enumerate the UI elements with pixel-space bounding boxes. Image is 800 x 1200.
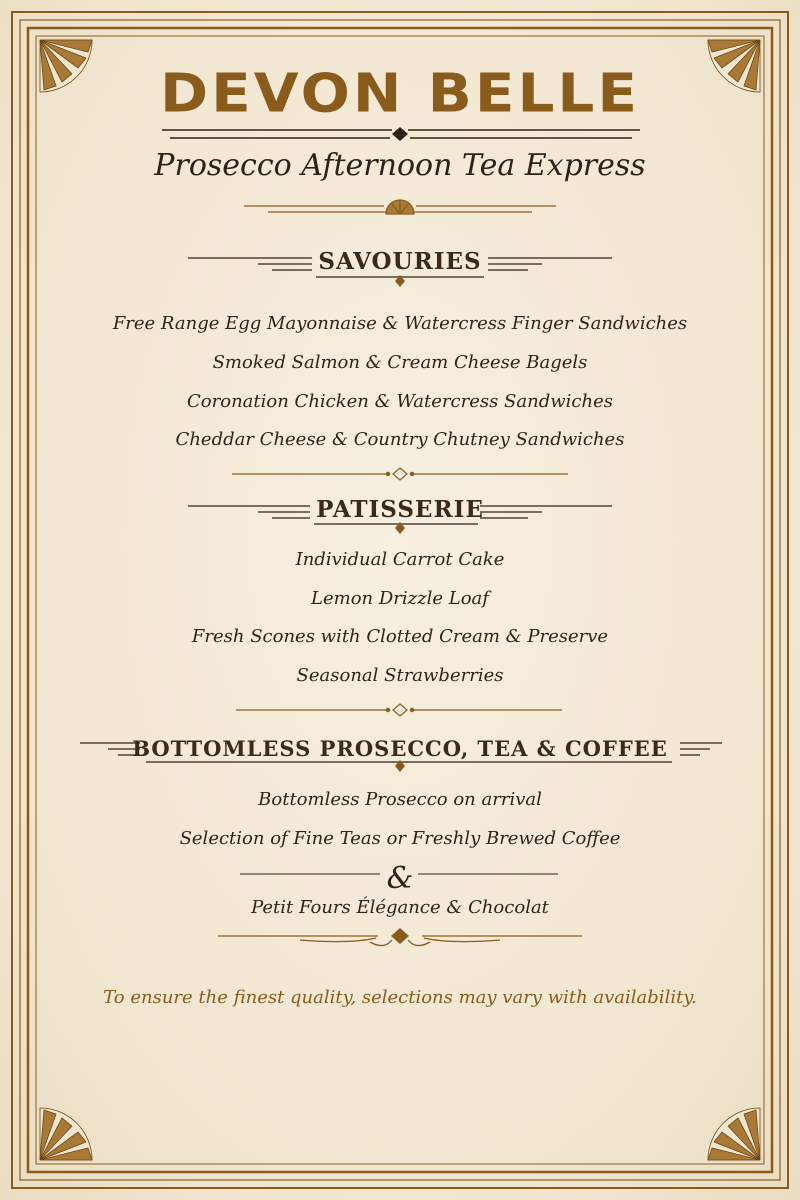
savouries-divider-icon	[232, 468, 568, 480]
list-item: Free Range Egg Mayonnaise & Watercress Finger Sandwiches	[112, 313, 688, 334]
menu-title: DEVON BELLE	[159, 61, 641, 125]
title-rule-diamond-icon	[162, 127, 640, 141]
ampersand-divider: &	[386, 861, 414, 896]
subtitle-fan-ornament-icon	[244, 200, 556, 214]
corner-fan-bottom-left-icon	[40, 1108, 92, 1160]
availability-footnote: To ensure the finest quality, selections may vary with availability.	[103, 987, 697, 1008]
list-item: Selection of Fine Teas or Freshly Brewed Coffee	[179, 828, 621, 849]
menu-subtitle: Prosecco Afternoon Tea Express	[154, 148, 646, 183]
list-item: Smoked Salmon & Cream Cheese Bagels	[212, 352, 588, 373]
section-heading-bottomless: BOTTOMLESS PROSECCO, TEA & COFFEE	[132, 736, 668, 761]
patisserie-divider-icon	[236, 704, 562, 716]
list-item: Coronation Chicken & Watercress Sandwiches	[187, 391, 613, 412]
list-item: Individual Carrot Cake	[295, 549, 505, 570]
list-item: Bottomless Prosecco on arrival	[258, 789, 542, 810]
section-heading-savouries: SAVOURIES	[318, 248, 482, 275]
list-item: Cheddar Cheese & Country Chutney Sandwiches	[175, 429, 625, 450]
list-item: Petit Fours Élégance & Chocolat	[251, 897, 549, 918]
bottom-ornament-icon	[218, 928, 582, 946]
section-heading-patisserie: PATISSERIE	[316, 496, 484, 523]
list-item: Fresh Scones with Clotted Cream & Preserve	[191, 626, 609, 647]
list-item: Lemon Drizzle Loaf	[311, 588, 489, 609]
corner-fan-bottom-right-icon	[708, 1108, 760, 1160]
list-item: Seasonal Strawberries	[296, 665, 504, 686]
